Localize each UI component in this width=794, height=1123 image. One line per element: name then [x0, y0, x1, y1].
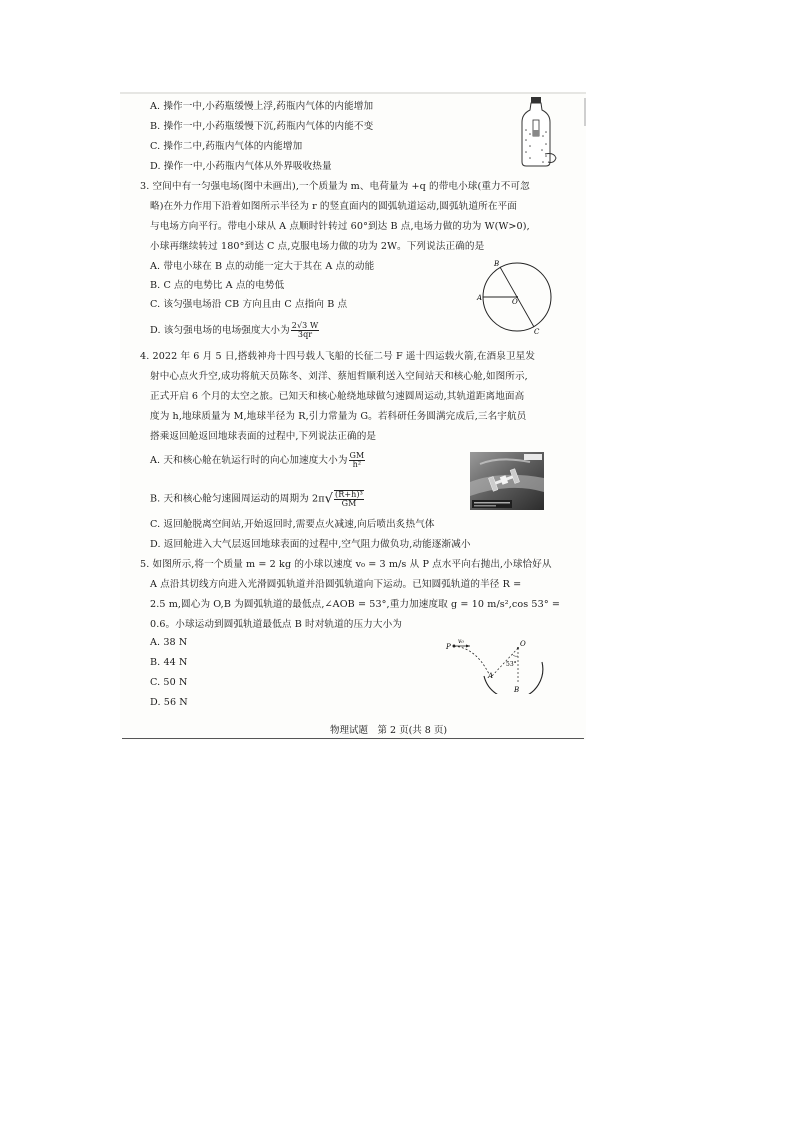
label-a: A: [488, 672, 494, 680]
fraction-numerator: GM: [349, 451, 365, 460]
fraction-numerator: 2√3 W: [291, 321, 319, 330]
q4-option-d: D. 返回舱进入大气层返回地球表面的过程中,空气阻力做负功,动能逐渐减小: [150, 539, 471, 550]
q3-option-c: C. 该匀强电场沿 CB 方向且由 C 点指向 B 点: [150, 299, 348, 310]
fraction-denominator: h²: [352, 460, 362, 469]
q5-option-b: B. 44 N: [150, 657, 188, 668]
q4-option-a-text: A. 天和核心舱在轨运行时的向心加速度大小为: [150, 455, 348, 466]
q4-stem-line-5: 搭乘返回舱返回地球表面的过程中,下列说法正确的是: [150, 431, 377, 442]
q4-option-b-text: B. 天和核心舱匀速圆周运动的周期为 2π: [150, 493, 325, 505]
q5-stem-line-2: A 点沿其切线方向进入光滑圆弧轨道并沿圆弧轨道向下运动。已知圆弧轨道的半径 R =: [150, 579, 522, 590]
q5-stem-line-1: 5. 如图所示,将一个质量 m = 2 kg 的小球以速度 v₀ = 3 m/s 从 P 点水平向右抛出,小球恰好从: [140, 559, 552, 570]
q3-stem-line-1: 3. 空间中有一匀强电场(图中未画出),一个质量为 m、电荷量为 +q 的带电小球(重力不可忽: [140, 181, 530, 192]
q4-option-a-fraction: [349, 452, 366, 469]
label-b: B: [514, 686, 520, 694]
q2-option-c: C. 操作二中,药瓶内气体的内能增加: [150, 141, 303, 152]
q2-option-a: A. 操作一中,小药瓶缓慢上浮,药瓶内气体的内能增加: [150, 101, 374, 112]
space-station-photo: [470, 452, 544, 510]
q5-stem-line-4: 0.6。小球运动到圆弧轨道最低点 B 时对轨道的压力大小为: [150, 619, 402, 630]
arc-track-diagram: [444, 636, 548, 694]
label-o: O: [520, 640, 526, 648]
q3-option-d: [150, 322, 320, 339]
q4-option-b-fraction: [334, 490, 364, 508]
fraction-denominator: 3qr: [297, 330, 313, 339]
label-c: C: [534, 328, 540, 336]
q3-option-b: B. C 点的电势比 A 点的电势低: [150, 280, 285, 291]
q4-stem-line-4: 度为 h,地球质量为 M,地球半径为 R,引力常量为 G。若科研任务圆满完成后,三名宇航员: [150, 411, 527, 422]
footer-rule: [122, 738, 584, 739]
circle-diagram: [476, 256, 558, 336]
q2-option-b: B. 操作一中,小药瓶缓慢下沉,药瓶内气体的内能不变: [150, 121, 374, 132]
q4-option-a: [150, 452, 366, 469]
q4-stem-line-1: 4. 2022 年 6 月 5 日,搭载神舟十四号载人飞船的长征二号 F 遥十四运载火箭,在酒泉卫星发: [140, 351, 536, 362]
sqrt-sign: √: [324, 491, 334, 507]
q4-stem-line-2: 射中心点火升空,成功将航天员陈冬、刘洋、蔡旭哲顺利送入空间站天和核心舱,如图所示,: [150, 371, 528, 382]
q3-option-d-text: D. 该匀强电场的电场强度大小为: [150, 325, 290, 336]
page-edge-mark: [584, 98, 586, 126]
q4-stem-line-3: 正式开启 6 个月的太空之旅。已知天和核心舱绕地球做匀速圆周运动,其轨道距离地面高: [150, 391, 525, 402]
label-v0: v₀: [458, 638, 464, 645]
q2-option-d: D. 操作一中,小药瓶内气体从外界吸收热量: [150, 161, 332, 172]
page-footer: 物理试题 第 2 页(共 8 页): [330, 725, 448, 736]
q3-stem-line-2: 略)在外力作用下沿着如图所示半径为 r 的竖直面内的圆弧轨道运动,圆弧轨道所在平面: [150, 201, 517, 212]
q5-stem-line-3: 2.5 m,圆心为 O,B 为圆弧轨道的最低点,∠AOB = 53°,重力加速度取 g = 10 m/s²,cos 53° =: [150, 599, 561, 610]
q5-option-c: C. 50 N: [150, 677, 188, 688]
q3-option-a: A. 带电小球在 B 点的动能一定大于其在 A 点的动能: [150, 261, 375, 272]
page-edge: [120, 92, 586, 94]
bottle-figure: [512, 96, 560, 168]
label-b: B: [494, 260, 500, 268]
fraction-numerator: (R+h)³: [335, 490, 363, 499]
label-a: A: [477, 294, 483, 302]
label-p: P: [446, 643, 451, 651]
q5-option-d: D. 56 N: [150, 697, 188, 708]
q3-stem-line-4: 小球再继续转过 180°到达 C 点,克服电场力做的功为 2W。下列说法正确的是: [150, 241, 485, 252]
label-angle: 53°: [506, 661, 517, 668]
q3-stem-line-3: 与电场方向平行。带电小球从 A 点顺时针转过 60°到达 B 点,电场力做的功为 W(W>0),: [150, 221, 530, 232]
label-o: O: [512, 298, 518, 306]
q4-option-b: [150, 490, 365, 508]
fraction-denominator: GM: [341, 499, 357, 508]
q3-option-d-fraction: [291, 322, 320, 339]
q4-option-c: C. 返回舱脱离空间站,开始返回时,需要点火减速,向后喷出炙热气体: [150, 519, 435, 530]
q5-option-a: A. 38 N: [150, 637, 188, 648]
